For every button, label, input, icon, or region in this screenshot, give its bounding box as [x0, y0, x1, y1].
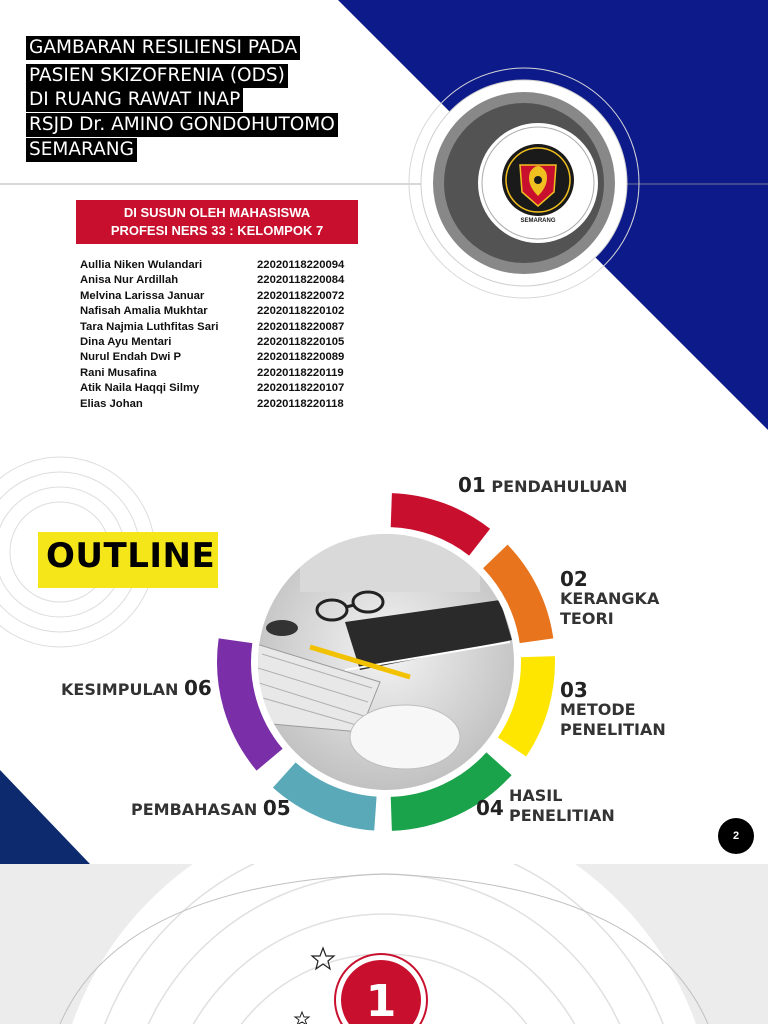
item-label-2: PENELITIAN [560, 720, 666, 739]
member-id: 22020118220119 [257, 366, 344, 379]
item-number: 02 [560, 567, 588, 591]
member-name: Melvina Larissa Januar [80, 289, 205, 302]
item-label: METODE [560, 700, 636, 719]
member-id: 22020118220102 [257, 305, 345, 318]
member-id: 22020118220094 [257, 259, 345, 271]
member-name: Rani Musafina [80, 366, 157, 379]
item-number: 05 [262, 796, 291, 820]
member-id: 22020118220107 [257, 382, 345, 395]
member-name: Nafisah Amalia Mukhtar [80, 305, 208, 318]
section-graphics [0, 864, 768, 1024]
outline-slide [0, 432, 768, 864]
list-item [80, 366, 344, 381]
title-line-5: SEMARANG [26, 138, 137, 162]
member-id: 22020118220105 [257, 335, 345, 348]
member-list [80, 258, 344, 412]
item-label: PEMBAHASAN [131, 800, 258, 819]
section-slide [0, 864, 768, 1024]
outline-item-04 [476, 786, 615, 826]
list-item [80, 335, 344, 350]
segment-03 [512, 657, 538, 747]
item-number: 01 [458, 473, 486, 497]
member-id: 22020118220087 [257, 320, 345, 333]
item-label: PENDAHULUAN [491, 477, 628, 496]
author-heading-line-1: DI SUSUN OLEH MAHASISWA [123, 205, 311, 220]
item-number: 03 [560, 678, 588, 702]
member-id: 22020118220089 [257, 351, 345, 364]
item-number: 04 [476, 796, 504, 820]
list-item [80, 381, 344, 396]
outline-item-05 [131, 798, 291, 820]
member-id: 22020118220072 [257, 289, 345, 302]
item-label: HASIL [509, 786, 563, 805]
title-line-1: GAMBARAN RESILIENSI PADA [26, 36, 300, 60]
author-heading-box [76, 200, 358, 244]
item-label: KESIMPULAN [61, 680, 179, 699]
item-label-2: PENELITIAN [509, 806, 615, 825]
list-item [80, 258, 344, 273]
item-label: KERANGKA [560, 589, 660, 608]
list-item [80, 273, 344, 288]
university-logo-icon [502, 144, 574, 216]
member-name: Atik Naila Haqqi Silmy [80, 382, 200, 395]
author-heading-line-2: PROFESI NERS 33 : KELOMPOK 7 [110, 223, 324, 238]
member-id: 22020118220084 [257, 274, 345, 287]
member-name: Nurul Endah Dwi P [80, 351, 182, 364]
member-name: Tara Najmia Luthfitas Sari [80, 320, 219, 333]
member-name: Elias Johan [80, 397, 143, 410]
list-item [80, 397, 344, 412]
title-line-3: DI RUANG RAWAT INAP [26, 88, 243, 112]
cover-slide [0, 0, 768, 432]
item-label-2: TEORI [560, 609, 614, 628]
outline-item-06 [61, 678, 212, 700]
item-number: 06 [184, 676, 212, 700]
title-line-4: RSJD Dr. AMINO GONDOHUTOMO [26, 113, 338, 137]
navy-corner-triangle [0, 770, 90, 864]
title-line-2: PASIEN SKIZOFRENIA (ODS) [26, 64, 288, 88]
page-number-badge: 2 [718, 818, 754, 854]
outline-graphics [0, 432, 768, 864]
member-id: 22020118220118 [257, 397, 344, 410]
mouse-icon [350, 705, 460, 769]
member-name: Anisa Nur Ardillah [80, 274, 179, 287]
member-name: Dina Ayu Mentari [80, 335, 172, 348]
member-name: Aullia Niken Wulandari [80, 259, 203, 271]
list-item [80, 304, 344, 319]
list-item [80, 320, 344, 335]
section-number: 1 [365, 976, 397, 1024]
logo-bottom-text: SEMARANG [520, 218, 556, 224]
outline-item-03 [560, 680, 666, 740]
outline-item-01 [458, 475, 627, 497]
outline-item-02 [560, 569, 659, 629]
list-item [80, 350, 344, 365]
list-item [80, 289, 344, 304]
tape-icon [266, 620, 298, 636]
outline-title: OUTLINE [46, 536, 216, 576]
